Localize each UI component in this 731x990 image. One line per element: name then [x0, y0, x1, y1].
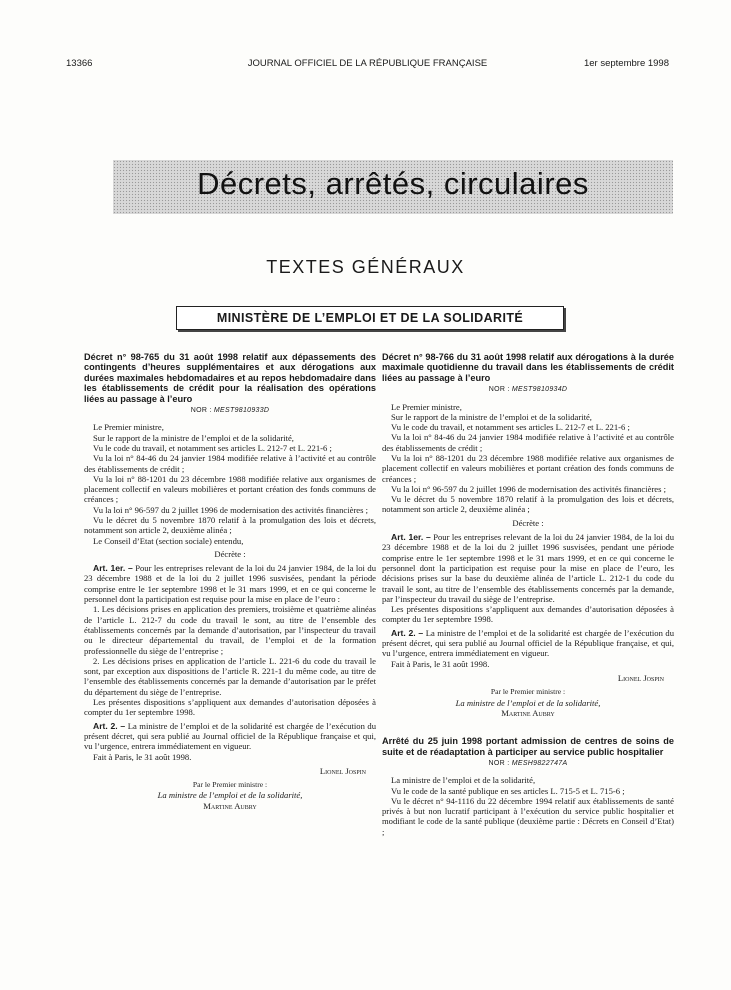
article-1-label: Art. 1er. – [93, 563, 133, 574]
arrete-line: La ministre de l’emploi et de la solidarité, [391, 775, 536, 786]
intro-line: Le Conseil d’Etat (section sociale) entendu, [93, 535, 244, 546]
page-header [66, 58, 669, 72]
intro-line: Vu la loi n° 88-1201 du 23 décembre 1988 modifiée relative aux organismes de placement collectif en valeurs mobilières et portant création des fonds communs de créances ; [382, 453, 674, 484]
nor-reference: NOR : MEST9810934D [488, 386, 568, 394]
intro-line: Le Premier ministre, [391, 401, 462, 412]
article-point: Les présentes dispositions s’appliquent aux demandes d’autorisation déposées à compter du 1er septembre 1998. [382, 604, 674, 625]
intro-line: Vu la loi n° 96-597 du 2 juillet 1996 de modernisation des activités financières ; [93, 504, 368, 515]
section-heading: TEXTES GÉNÉRAUX [266, 257, 465, 277]
minister-name: Martine Aubry [501, 707, 555, 718]
arrete-title: Arrêté du 25 juin 1998 portant admission de centres de soins de suite et de réadaptation à participer au service public hospitalier [382, 736, 674, 757]
par-premier-ministre: Par le Premier ministre : [490, 687, 566, 697]
minister-role: La ministre de l’emploi et de la solidarité, [157, 790, 303, 801]
nor-reference: NOR : MESH9822747A [488, 759, 568, 767]
article-point: 2. Les décisions prises en application de l’article L. 221-6 du code du travail le sont, par exception aux dispositions de l’article R. 221-1 du même code, au titre de l’ensemble des établissements concernés par la demande d’autorisation par le préfet du département du siège de l’entreprise. [84, 655, 376, 697]
decree-title: Décret n° 98-766 du 31 août 1998 relatif aux dérogations à la durée maximale quotidienne du travail dans les établissements de crédit liées au passage à l’euro [382, 352, 674, 383]
intro-line: Vu le décret du 5 novembre 1870 relatif à la promulgation des lois et décrets, notamment son article 2, deuxième alinéa ; [84, 515, 376, 536]
ministry-heading: MINISTÈRE DE L’EMPLOI ET DE LA SOLIDARITÉ [176, 306, 564, 330]
intro-line: Vu le code du travail, et notamment ses articles L. 212-7 et L. 221-6 ; [391, 422, 630, 433]
article-2: Art. 2. – La ministre de l’emploi et de la solidarité est chargée de l’exécution du présent décret, qui sera publié au Journal officiel de la République française et qui, vu l’urgence, entrera immédiatement en vigueur. [84, 720, 376, 752]
arrete-line: Vu le décret n° 94-1116 du 22 décembre 1994 relatif aux établissements de santé privés à but non lucratif participant à l’exécution du service public hospitalier et modifiant le code de la santé publique (deuxième partie : Décrets en Conseil d’Etat) ; [382, 795, 674, 837]
par-premier-ministre: Par le Premier ministre : [192, 780, 268, 790]
article-1-label: Art. 1er. – [391, 532, 431, 543]
intro-line: Vu la loi n° 96-597 du 2 juillet 1996 de modernisation des activités financières ; [391, 483, 666, 494]
banner-title: Décrets, arrêtés, circulaires [197, 166, 589, 201]
minister-role: La ministre de l’emploi et de la solidarité, [455, 697, 601, 708]
article-2: Art. 2. – La ministre de l’emploi et de la solidarité est chargée de l’exécution du présent décret, qui sera publié au Journal officiel de la République française, et qui, vu l’urgence, entrera immédiatement en vigueur. [382, 627, 674, 659]
journal-name: JOURNAL OFFICIEL DE LA RÉPUBLIQUE FRANÇAISE [247, 58, 488, 69]
spacer [382, 722, 674, 736]
intro-line: Le Premier ministre, [93, 422, 164, 433]
intro-line: Sur le rapport de la ministre de l’emploi et de la solidarité, [391, 411, 592, 422]
nor-reference: NOR : MEST9810933D [190, 407, 270, 415]
article-2-label: Art. 2. – [93, 720, 126, 731]
article-point: Les présentes dispositions s’appliquent aux demandes d’autorisation déposées à compter du 1er septembre 1998. [84, 697, 376, 718]
right-column [382, 352, 674, 837]
intro-line: Sur le rapport de la ministre de l’emploi et de la solidarité, [93, 432, 294, 443]
issue-date: 1er septembre 1998 [583, 58, 669, 69]
article-1: Art. 1er. – Pour les entreprises relevant de la loi du 24 janvier 1984, de la loi du 23 décembre 1988 et de la loi du 2 juillet 1996 susvisées, pendant la période comprise entre le 1er septembre 1998 et le 31 mars 1999, et en ce qui concerne le personnel dont la participation est requise pour la mise en place de l’euro : [84, 563, 376, 605]
left-column [84, 352, 376, 815]
fait-line: Fait à Paris, le 31 août 1998. [391, 658, 490, 669]
arrete-line: Vu le code de la santé publique en ses articles L. 715-5 et L. 715-6 ; [391, 785, 625, 796]
intro-line: Vu la loi n° 84-46 du 24 janvier 1984 modifiée relative à l’activité et au contrôle des établissements de crédit ; [84, 453, 376, 474]
decrete: Décrète : [512, 517, 544, 528]
signatory: Lionel Jospin [319, 765, 366, 776]
article-point: 1. Les décisions prises en application des premiers, troisième et quatrième alinéas de l’article L. 212-7 du code du travail le sont, au titre de l’ensemble des établissements concernés par la demande d’autorisation, par l’inspecteur du travail ou le directeur départemental du travail, de l’emploi et de la formation professionnelle du siège de l’entreprise ; [84, 604, 376, 656]
signatory: Lionel Jospin [617, 672, 664, 683]
decree-title: Décret n° 98-765 du 31 août 1998 relatif aux dépassements des contingents d’heures supplémentaires et aux dérogations aux durées maximales hebdomadaires et au repos hebdomadaire dans les établissements de crédit pour la réalisation des opérations liées au passage à l’euro [84, 352, 376, 404]
minister-name: Martine Aubry [203, 800, 257, 811]
intro-line: Vu le décret du 5 novembre 1870 relatif à la promulgation des lois et décrets, notamment son article 2, deuxième alinéa ; [382, 494, 674, 515]
article-2-label: Art. 2. – [391, 627, 424, 638]
decrete: Décrète : [214, 548, 246, 559]
page-number: 13366 [66, 58, 93, 69]
section-banner [113, 160, 673, 214]
intro-line: Vu la loi n° 84-46 du 24 janvier 1984 modifiée relative à l’activité et au contrôle des établissements de crédit ; [382, 432, 674, 453]
fait-line: Fait à Paris, le 31 août 1998. [93, 751, 192, 762]
article-1: Art. 1er. – Pour les entreprises relevant de la loi du 24 janvier 1984, de la loi du 23 décembre 1988 et de la loi du 2 juillet 1996 susvisées, pendant une période comprise entre le 1er septembre 1998 et le 31 mars 1999, et en ce qui concerne le personnel dont la participation est requise pour la mise en place de l’euro, les décisions prises sur la base du deuxième alinéa de l’article L. 212-1 du code du travail le sont, au titre de l’ensemble des établissements concernés par la demande, par l’inspecteur du travail du siège de l’entreprise. [382, 532, 674, 604]
intro-line: Vu le code du travail, et notamment ses articles L. 212-7 et L. 221-6 ; [93, 442, 332, 453]
intro-line: Vu la loi n° 88-1201 du 23 décembre 1988 modifiée relative aux organismes de placement collectif en valeurs mobilières et portant création des fonds communs de créances ; [84, 473, 376, 505]
